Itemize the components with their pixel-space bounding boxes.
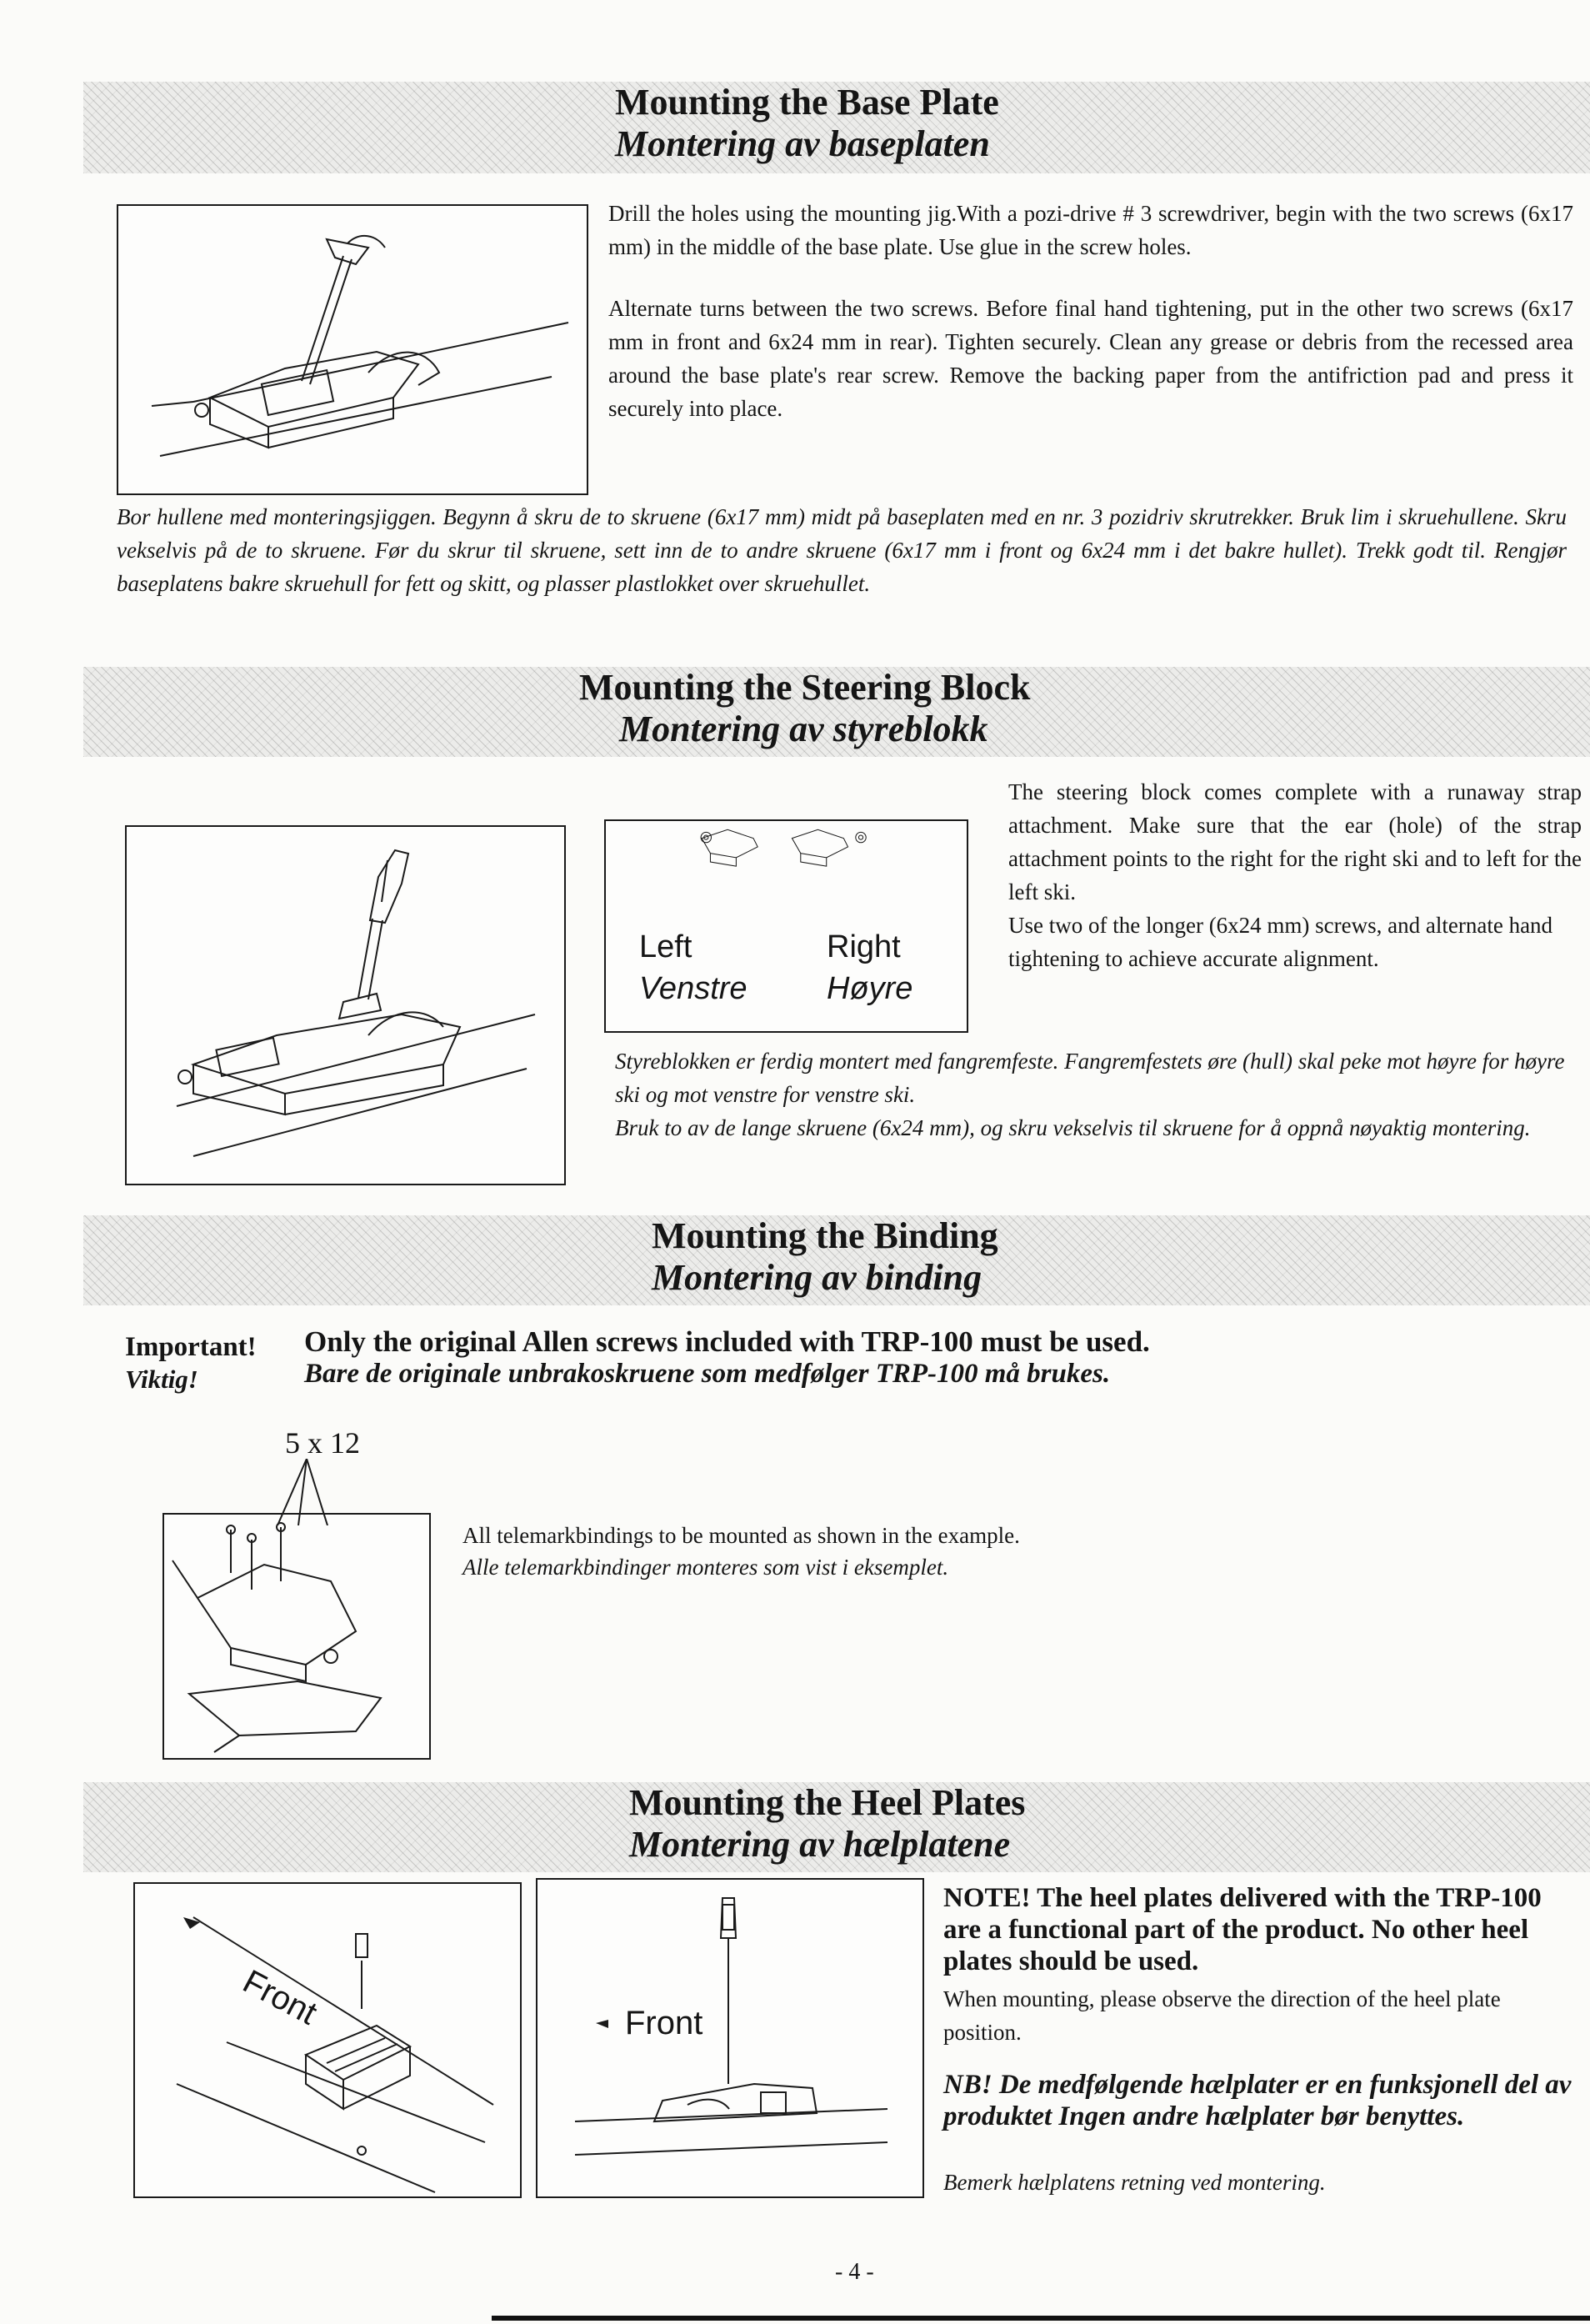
binding-text-en: All telemarkbindings to be mounted as shown in the example.: [462, 1523, 1020, 1548]
heel-text-no: Bemerk hælplatens retning ved montering.: [943, 2170, 1326, 2195]
base-plate-title-no: Montering av baseplaten: [615, 123, 990, 164]
binding-illustration: [162, 1513, 431, 1760]
steering-block-title: [579, 667, 1030, 750]
front-arrow-icon-2: [596, 2020, 608, 2028]
viktig-label: Viktig!: [125, 1365, 198, 1394]
front-label-rotated: Front: [237, 1963, 323, 2032]
important-text: Only the original Allen screws included with TRP-100 must be used.: [304, 1325, 1150, 1358]
screw-size-label: 5 x 12: [285, 1426, 360, 1460]
label-right: Right: [827, 929, 901, 964]
steering-block-text-no-2: Bruk to av de lange skruene (6x24 mm), og skru vekselvis til skruene for å oppnå nøyaktig montering.: [615, 1115, 1531, 1140]
bottom-rule: [492, 2316, 1590, 2321]
binding-title-no: Montering av binding: [652, 1257, 982, 1298]
heel-plate-side-drawing: [538, 1880, 922, 2196]
steering-block-drawing: [127, 827, 564, 1184]
base-plate-text-en-2: Alternate turns between the two screws. Before final hand tightening, put in the other two screws (6x17 mm in front and 6x24 mm in rear). Tighten securely. Clean any grease or debris from the recessed area around the base plate's rear screw. Remove the backing paper from the antifriction pad and press it securely into place.: [608, 296, 1573, 421]
base-plate-text-no: Bor hullene med monteringsjiggen. Begynn å skru de to skruene (6x17 mm) midt på baseplaten med en nr. 3 pozidriv skrutrekker. Bruk lim i skruehullene. Skru vekselvis på de to skruene. Før du skrur til skruene, sett inn de to andre skruene (6x17 mm i front og 6x24 mm i det bakre hullet). Trekk godt til. Rengjør baseplatens bakre skruehull for fett og skitt, og plasser plastlokket over skruehullet.: [117, 504, 1567, 596]
binding-drawing: [164, 1515, 429, 1758]
page-number: - 4 -: [835, 2259, 874, 2285]
heel-note-en: NOTE! The heel plates delivered with the TRP-100 are a functional part of the product. No other heel plates should be used.: [943, 1883, 1542, 1976]
steering-block-illustration: [125, 825, 566, 1185]
steering-block-text-en-2: Use two of the longer (6x24 mm) screws, and alternate hand tightening to achieve accurate alignment.: [1008, 913, 1553, 971]
heel-plates-title-no: Montering av hælplatene: [629, 1824, 1011, 1865]
steering-block-text-no-1: Styreblokken er ferdig montert med fangremfeste. Fangremfestets øre (hull) skal peke mot høyre for høyre ski og mot venstre for venstre ski.: [615, 1049, 1565, 1107]
heel-plate-side-illustration: [536, 1878, 924, 2198]
viktig-text: Bare de originale unbrakoskruene som medfølger TRP-100 må brukes.: [304, 1359, 1111, 1389]
important-label: Important!: [125, 1332, 257, 1362]
heel-text-en: When mounting, please observe the direction of the heel plate position.: [943, 1986, 1501, 2045]
steering-block-text-en-1: The steering block comes complete with a runaway strap attachment. Make sure that the ear (hole) of the strap attachment points to the right for the right ski and to left for the left ski.: [1008, 779, 1582, 904]
label-hoyre: Høyre: [827, 971, 913, 1006]
binding-title: [652, 1215, 998, 1299]
base-plate-text-en-1: Drill the holes using the mounting jig.With a pozi-drive # 3 screwdriver, begin with the two screws (6x17 mm) in the middle of the base plate. Use glue in the screw holes.: [608, 201, 1573, 259]
screw-pointer-lines: [250, 1459, 333, 1525]
steering-block-title-en: Mounting the Steering Block: [579, 667, 1031, 708]
base-plate-title: [615, 82, 999, 165]
binding-title-en: Mounting the Binding: [652, 1215, 998, 1256]
steering-blocks-drawing: [606, 821, 967, 929]
steering-block-title-no: Montering av styreblokk: [619, 709, 988, 749]
base-plate-title-en: Mounting the Base Plate: [615, 82, 999, 123]
binding-text-no: Alle telemarkbindinger monteres som vist i eksemplet.: [462, 1555, 949, 1580]
front-label: Front: [625, 2005, 703, 2041]
base-plate-illustration: [117, 204, 588, 495]
heel-plates-title-en: Mounting the Heel Plates: [629, 1782, 1026, 1823]
heel-note-no: NB! De medfølgende hælplater er en funksjonell del av produktet Ingen andre hælplater bør benyttes.: [943, 2070, 1572, 2131]
label-left: Left: [639, 929, 692, 964]
left-right-box: [604, 819, 968, 1033]
heel-plate-front-illustration: [133, 1882, 522, 2198]
base-plate-drawing: [118, 206, 587, 493]
label-venstre: Venstre: [639, 971, 748, 1006]
heel-plates-title: [629, 1782, 1025, 1866]
heel-plate-front-drawing: [135, 1884, 520, 2196]
